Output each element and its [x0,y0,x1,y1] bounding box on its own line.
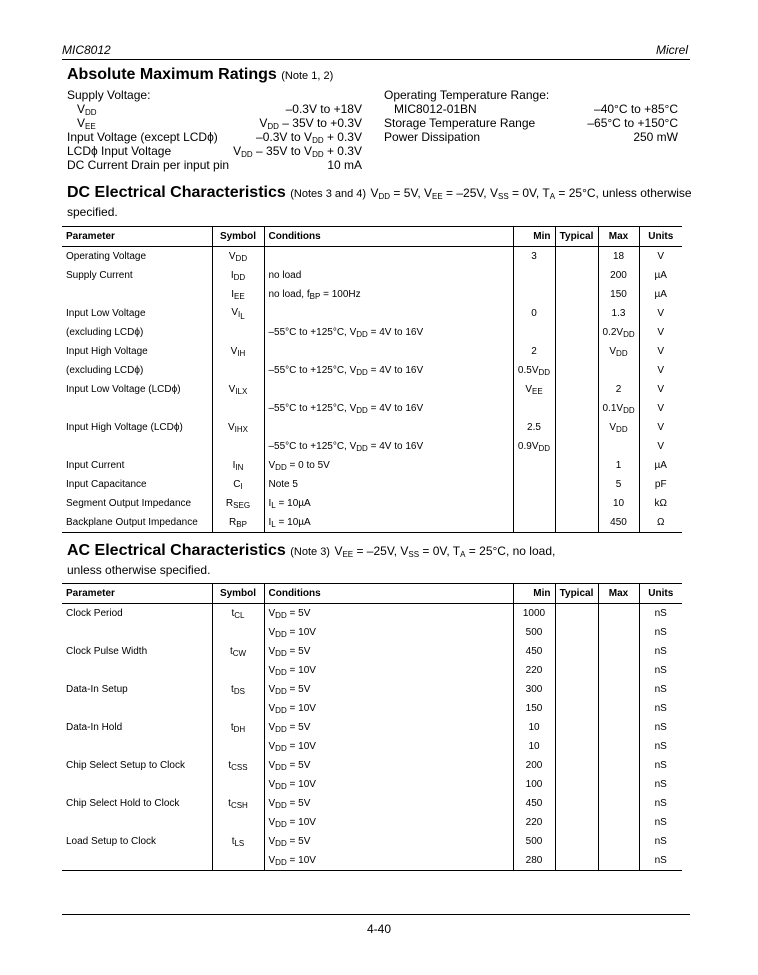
table-cell [62,851,212,871]
table-cell [555,361,598,380]
abs-max-title: Absolute Maximum Ratings [67,66,277,83]
table-cell: Input High Voltage (LCDϕ) [66,422,183,433]
table-cell: Segment Output Impedance [66,498,192,509]
table-cell: 200 [598,266,639,285]
table-cell [598,775,639,794]
table-cell: –55°C to +125°C, $V_{DD} = 4V$ to 16V [264,399,513,418]
rating-label: $V_{DD}$ [77,102,97,117]
table-cell: Data-In Setup [66,684,128,695]
table-row [62,475,682,494]
rating-label: MIC8012-01BN [394,102,477,116]
table-cell: $t_{DS}$ [212,680,264,699]
table-row [62,642,682,661]
table-cell: 3 [513,247,555,267]
table-row [62,851,682,871]
table-cell [62,437,212,456]
table-cell [555,342,598,361]
ac-header-symbol: Symbol [212,584,264,604]
table-cell: 10 [513,718,555,737]
table-cell: Input Low Voltage [66,308,146,319]
table-cell [513,494,555,513]
table-cell [513,285,555,304]
table-cell: kΩ [639,494,682,513]
table-cell: 220 [513,813,555,832]
table-cell [555,775,598,794]
table-cell: Input Capacitance [66,479,147,490]
table-cell [555,642,598,661]
table-row [62,342,682,361]
table-cell: $V_{DD} = 5V$ [264,680,513,699]
table-row [62,361,682,380]
table-cell: Data-In Hold [66,722,123,733]
table-cell: 200 [513,756,555,775]
table-cell: nS [639,718,682,737]
table-cell: 18 [598,247,639,267]
table-cell: $R_{BP}$ [212,513,264,533]
rating-value: –0.3V to $V_{DD} + 0.3V$ [256,130,362,145]
table-cell: 300 [513,680,555,699]
ac-header-max: Max [598,584,639,604]
rating-label: Storage Temperature Range [384,116,536,130]
table-cell [598,437,639,456]
table-cell: $t_{CSH}$ [212,794,264,813]
rating-label: Supply Voltage: [67,88,151,102]
ac-title: AC Electrical Characteristics [67,542,286,559]
table-cell: $V_{DD} = 5V$ [264,718,513,737]
table-cell [555,418,598,437]
table-row [62,813,682,832]
table-cell [264,418,513,437]
table-cell [513,475,555,494]
table-cell: $V_{DD} = 5V$ [264,604,513,624]
table-cell [264,304,513,323]
dc-heading [67,184,692,202]
table-cell [212,775,264,794]
table-cell: $I_L = 10\mu A$ [264,513,513,533]
table-cell [598,361,639,380]
table-cell [62,285,212,304]
table-cell [555,699,598,718]
table-cell [513,399,555,418]
table-cell: $V_{DD}$ [598,418,639,437]
header-rule [62,59,690,60]
table-row [62,494,682,513]
table-row [62,418,682,437]
dc-table [62,226,682,533]
table-cell [212,737,264,756]
table-row [62,513,682,533]
table-cell: 100 [513,775,555,794]
table-cell [513,456,555,475]
table-cell: –55°C to +125°C, $V_{DD} = 4V$ to 16V [264,437,513,456]
table-row [62,718,682,737]
table-cell: Supply Current [66,270,133,281]
table-cell: V [639,323,682,342]
table-cell: $t_{CW}$ [212,642,264,661]
table-cell [598,623,639,642]
ac-header-conditions: Conditions [264,584,513,604]
table-cell: $V_{IHX}$ [212,418,264,437]
ac-note: (Note 3) [290,546,330,558]
table-cell [598,756,639,775]
table-row [62,680,682,699]
table-cell: nS [639,661,682,680]
table-cell: 1.3 [598,304,639,323]
table-cell: 2 [598,380,639,399]
table-cell [555,323,598,342]
table-row [62,247,682,267]
table-cell [555,247,598,267]
table-cell [555,832,598,851]
table-cell: nS [639,832,682,851]
table-cell: $V_{DD} = 10V$ [264,851,513,871]
ac-header-min: Min [513,584,555,604]
table-cell [555,851,598,871]
table-cell [598,794,639,813]
table-row [62,699,682,718]
table-cell: nS [639,737,682,756]
table-cell: –55°C to +125°C, $V_{DD} = 4V$ to 16V [264,361,513,380]
rating-value: 250 mW [633,130,678,144]
table-cell: $I_L = 10\mu A$ [264,494,513,513]
table-cell [598,661,639,680]
table-cell [513,513,555,533]
table-cell [555,456,598,475]
table-row [62,661,682,680]
dc-header-units: Units [639,227,682,247]
table-cell: Ω [639,513,682,533]
table-cell: $0.9V_{DD}$ [513,437,555,456]
rating-label: Input Voltage (except LCDϕ) [67,130,218,144]
table-cell: Clock Period [66,608,123,619]
table-cell: $V_{IL}$ [212,304,264,323]
table-cell [212,437,264,456]
table-cell: $C_I$ [212,475,264,494]
table-cell: 1 [598,456,639,475]
table-row [62,399,682,418]
dc-title: DC Electrical Characteristics [67,184,286,201]
table-cell: $V_{DD} = 10V$ [264,737,513,756]
table-cell: $V_{DD} = 5V$ [264,642,513,661]
table-cell [598,680,639,699]
table-cell [62,661,212,680]
table-cell: µA [639,266,682,285]
table-cell: nS [639,680,682,699]
footer-rule [62,914,690,915]
table-cell: Input Low Voltage (LCDϕ) [66,384,181,395]
table-row [62,756,682,775]
dc-header-conditions: Conditions [264,227,513,247]
table-cell [62,813,212,832]
table-cell: nS [639,623,682,642]
table-cell: Load Setup to Clock [66,836,157,847]
table-cell [555,737,598,756]
header-company: Micrel [656,43,688,57]
ac-conditions-cont: unless otherwise specified. [67,563,211,577]
table-cell: no load [264,266,513,285]
ac-header-parameter: Parameter [62,584,212,604]
table-cell: Input Current [66,460,125,471]
table-cell: $V_{DD} = 10V$ [264,661,513,680]
dc-conditions: $V_{DD} = 5V$, $V_{EE} = -25V$, $V_{SS} = 0V$, $T_A = 25^\circ C$, unless otherwise [370,186,692,201]
table-cell: $t_{DH}$ [212,718,264,737]
table-cell: 150 [598,285,639,304]
table-cell [555,399,598,418]
rating-value: –65°C to +150°C [587,116,678,130]
table-cell [212,661,264,680]
ac-conditions: $V_{EE} = -25V$, $V_{SS} = 0V$, $T_A = 25^\circ C$, no load, [334,544,556,559]
table-cell: (excluding LCDϕ) [66,365,144,376]
table-cell: V [639,437,682,456]
abs-max-heading [67,66,333,84]
table-cell: $V_{DD} = 10V$ [264,699,513,718]
table-cell: $t_{LS}$ [212,832,264,851]
ac-heading [67,542,555,560]
rating-value: $V_{DD} - 35V$ to $V_{DD} + 0.3V$ [233,144,362,159]
table-cell: Input High Voltage [66,346,148,357]
table-cell [212,623,264,642]
rating-label: LCDϕ Input Voltage [67,144,172,158]
ac-table [62,583,682,871]
table-cell [62,623,212,642]
table-cell [555,285,598,304]
table-row [62,775,682,794]
table-cell: 450 [513,794,555,813]
table-cell: $I_{IN}$ [212,456,264,475]
table-cell: 10 [513,737,555,756]
table-cell [212,361,264,380]
table-cell: nS [639,794,682,813]
table-cell: $V_{DD} = 0$ to 5V [264,456,513,475]
table-cell: V [639,361,682,380]
rating-value: –40°C to +85°C [594,102,678,116]
table-cell [555,604,598,624]
table-cell [555,494,598,513]
table-cell: V [639,380,682,399]
header-part-number: MIC8012 [62,43,111,57]
table-cell: 0 [513,304,555,323]
table-row [62,380,682,399]
table-cell: Chip Select Hold to Clock [66,798,180,809]
table-cell [598,737,639,756]
table-cell: (excluding LCDϕ) [66,327,144,338]
table-cell [212,813,264,832]
table-cell: 2 [513,342,555,361]
table-cell: $V_{DD} = 10V$ [264,813,513,832]
dc-note: (Notes 3 and 4) [290,188,367,200]
table-cell: V [639,342,682,361]
table-cell [264,380,513,399]
table-cell [598,851,639,871]
table-row [62,323,682,342]
rating-label: $V_{EE}$ [77,116,96,131]
table-cell: 280 [513,851,555,871]
table-cell: 5 [598,475,639,494]
table-cell: $I_{EE}$ [212,285,264,304]
dc-conditions-cont: specified. [67,205,118,219]
table-cell: $V_{DD} = 5V$ [264,832,513,851]
table-cell: $V_{DD}$ [598,342,639,361]
table-cell: V [639,304,682,323]
table-row [62,737,682,756]
dc-header-parameter: Parameter [62,227,212,247]
table-row [62,456,682,475]
table-cell: V [639,399,682,418]
table-cell [555,475,598,494]
table-cell [555,437,598,456]
table-cell: nS [639,756,682,775]
table-cell [212,851,264,871]
dc-header-symbol: Symbol [212,227,264,247]
table-cell [598,813,639,832]
table-cell: 2.5 [513,418,555,437]
table-row [62,304,682,323]
table-cell: $V_{DD}$ [212,247,264,267]
table-cell [513,323,555,342]
table-cell: $V_{DD} = 5V$ [264,756,513,775]
page-number: 4-40 [366,922,392,936]
table-cell [555,304,598,323]
table-cell [555,813,598,832]
table-row [62,623,682,642]
table-cell: Note 5 [264,475,513,494]
table-cell: V [639,418,682,437]
table-cell: nS [639,604,682,624]
ac-header-typical: Typical [555,584,598,604]
rating-label: Operating Temperature Range: [384,88,550,102]
table-cell: $R_{SEG}$ [212,494,264,513]
rating-label: Power Dissipation [384,130,481,144]
table-cell: $0.5V_{DD}$ [513,361,555,380]
table-cell: $0.1V_{DD}$ [598,399,639,418]
rating-label: DC Current Drain per input pin [67,158,230,172]
table-row [62,832,682,851]
table-cell [555,756,598,775]
table-cell: $t_{CSS}$ [212,756,264,775]
table-cell: $t_{CL}$ [212,604,264,624]
dc-header-min: Min [513,227,555,247]
table-cell: nS [639,813,682,832]
table-cell [62,699,212,718]
table-row [62,285,682,304]
table-cell: 1000 [513,604,555,624]
table-cell: 220 [513,661,555,680]
table-cell [62,737,212,756]
table-cell [598,642,639,661]
abs-max-note: (Note 1, 2) [281,70,334,82]
table-cell [212,699,264,718]
table-cell [212,323,264,342]
table-cell: 500 [513,623,555,642]
table-cell: 500 [513,832,555,851]
ac-header-units: Units [639,584,682,604]
table-cell: $0.2V_{DD}$ [598,323,639,342]
table-cell [555,661,598,680]
table-cell [264,342,513,361]
rating-value: –0.3V to +18V [285,102,362,116]
table-cell [555,380,598,399]
table-cell: µA [639,456,682,475]
table-cell: Clock Pulse Width [66,646,148,657]
table-cell: Chip Select Setup to Clock [66,760,185,771]
dc-header-max: Max [598,227,639,247]
table-cell: nS [639,775,682,794]
table-cell: 150 [513,699,555,718]
table-cell: $V_{DD} = 10V$ [264,775,513,794]
table-cell: nS [639,642,682,661]
table-row [62,794,682,813]
table-row [62,604,682,624]
table-cell: –55°C to +125°C, $V_{DD} = 4V$ to 16V [264,323,513,342]
table-cell: V [639,247,682,267]
table-cell: no load, $f_{BP} = 100Hz$ [264,285,513,304]
table-cell: 10 [598,494,639,513]
table-cell: $I_{DD}$ [212,266,264,285]
table-cell [555,718,598,737]
table-cell [598,699,639,718]
table-cell [598,604,639,624]
table-cell: $V_{ILX}$ [212,380,264,399]
table-cell: µA [639,285,682,304]
table-cell [555,794,598,813]
table-cell: $V_{DD} = 10V$ [264,623,513,642]
rating-value: 10 mA [327,158,362,172]
table-cell [513,266,555,285]
rating-value: $V_{DD} - 35V$ to +0.3V [259,116,362,131]
table-row [62,437,682,456]
table-cell: 450 [513,642,555,661]
table-cell [555,513,598,533]
table-cell [62,775,212,794]
table-cell [555,680,598,699]
table-cell [555,266,598,285]
table-cell: $V_{IH}$ [212,342,264,361]
table-cell [555,623,598,642]
table-cell: Backplane Output Impedance [62,513,212,533]
table-cell: Operating Voltage [66,251,147,262]
table-cell: nS [639,851,682,871]
table-cell: nS [639,699,682,718]
table-cell [598,718,639,737]
table-cell [62,399,212,418]
table-cell: $V_{EE}$ [513,380,555,399]
table-cell: pF [639,475,682,494]
table-cell [598,832,639,851]
table-cell: 450 [598,513,639,533]
table-row [62,266,682,285]
table-cell: $V_{DD} = 5V$ [264,794,513,813]
table-cell [212,399,264,418]
dc-header-typical: Typical [555,227,598,247]
table-cell [264,247,513,267]
